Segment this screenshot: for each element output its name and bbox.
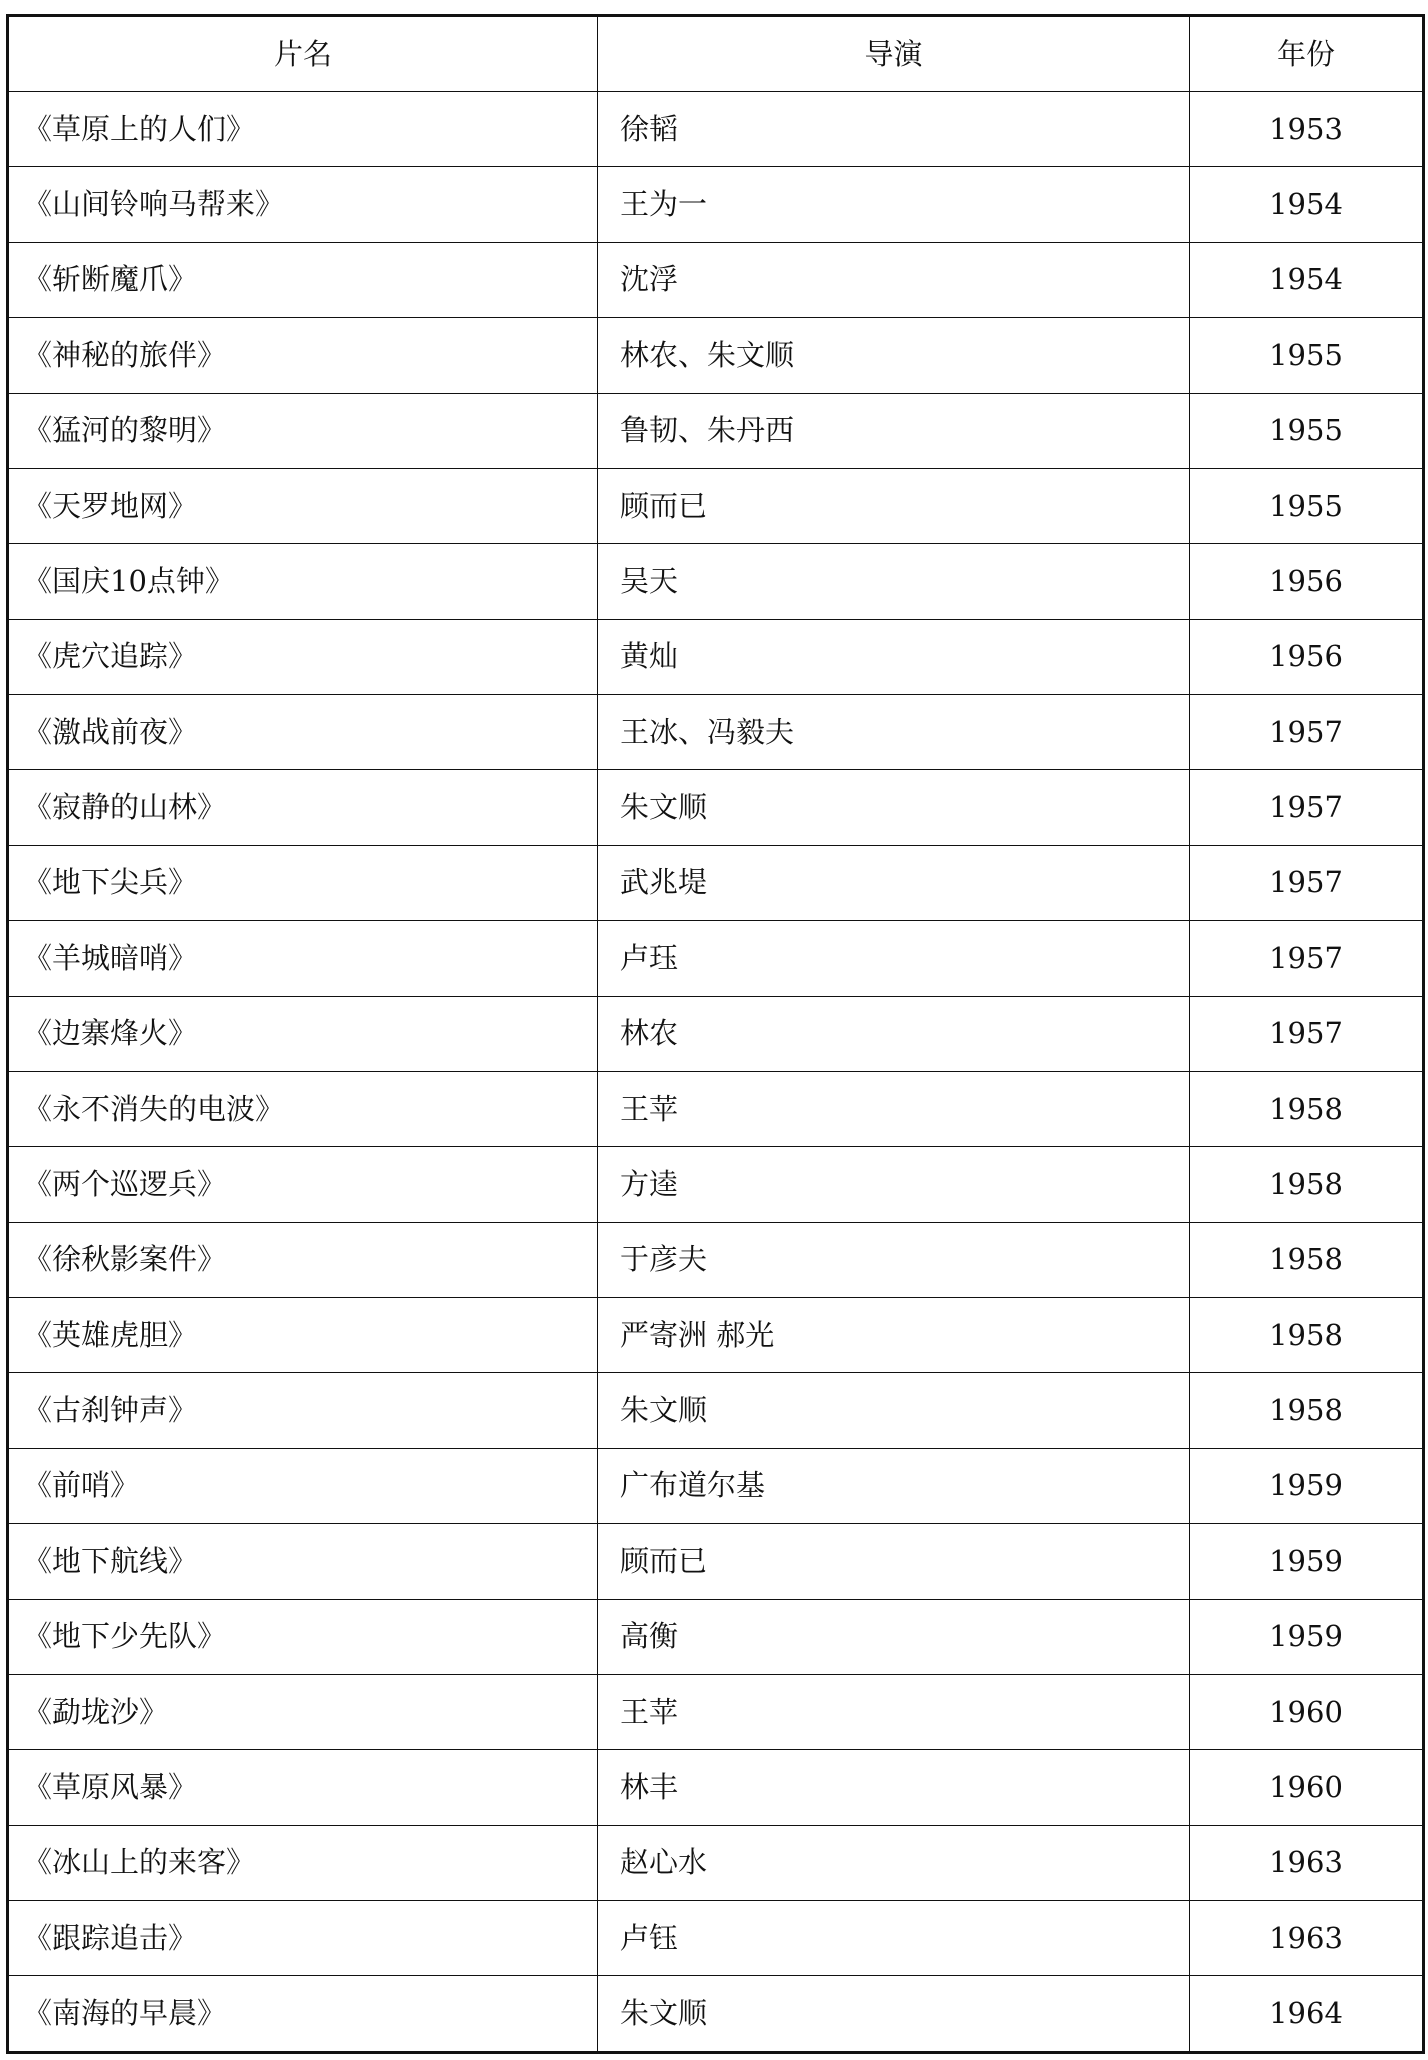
table-row: [8, 770, 1424, 845]
cell-title: 《地下尖兵》: [8, 845, 598, 920]
cell-year: 1956: [1190, 619, 1424, 694]
table-row: [8, 544, 1424, 619]
cell-director: 于彦夫: [598, 1222, 1190, 1297]
cell-year: 1958: [1190, 1071, 1424, 1146]
cell-year: 1958: [1190, 1147, 1424, 1222]
cell-title: 《永不消失的电波》: [8, 1071, 598, 1146]
cell-director: 卢珏: [598, 921, 1190, 996]
cell-title: 《冰山上的来客》: [8, 1825, 598, 1900]
cell-director: 王为一: [598, 167, 1190, 242]
table-row: [8, 695, 1424, 770]
cell-title: 《徐秋影案件》: [8, 1222, 598, 1297]
cell-director: 方逵: [598, 1147, 1190, 1222]
cell-year: 1960: [1190, 1674, 1424, 1749]
cell-director: 严寄洲 郝光: [598, 1298, 1190, 1373]
cell-year: 1957: [1190, 770, 1424, 845]
cell-year: 1953: [1190, 92, 1424, 167]
cell-year: 1960: [1190, 1750, 1424, 1825]
table-row: [8, 393, 1424, 468]
table-row: [8, 1222, 1424, 1297]
cell-title: 《草原风暴》: [8, 1750, 598, 1825]
cell-title: 《寂静的山林》: [8, 770, 598, 845]
table-row: [8, 1599, 1424, 1674]
cell-title: 《边寨烽火》: [8, 996, 598, 1071]
cell-title: 《羊城暗哨》: [8, 921, 598, 996]
table-row: [8, 1825, 1424, 1900]
table-row: [8, 1901, 1424, 1976]
table-row: [8, 845, 1424, 920]
cell-title: 《古刹钟声》: [8, 1373, 598, 1448]
cell-director: 朱文顺: [598, 770, 1190, 845]
cell-title: 《斩断魔爪》: [8, 242, 598, 317]
cell-title: 《猛河的黎明》: [8, 393, 598, 468]
cell-director: 沈浮: [598, 242, 1190, 317]
cell-year: 1955: [1190, 393, 1424, 468]
table-row: [8, 242, 1424, 317]
cell-director: 广布道尔基: [598, 1448, 1190, 1523]
cell-year: 1955: [1190, 468, 1424, 543]
header-year: 年份: [1190, 16, 1424, 92]
cell-year: 1955: [1190, 318, 1424, 393]
cell-year: 1957: [1190, 921, 1424, 996]
table-row: [8, 1674, 1424, 1749]
cell-title: 《勐垅沙》: [8, 1674, 598, 1749]
cell-title: 《地下少先队》: [8, 1599, 598, 1674]
cell-director: 徐韬: [598, 92, 1190, 167]
table-header: [8, 16, 1424, 92]
cell-year: 1964: [1190, 1976, 1424, 2053]
cell-director: 林丰: [598, 1750, 1190, 1825]
table-row: [8, 468, 1424, 543]
table-row: [8, 1750, 1424, 1825]
cell-director: 王苹: [598, 1674, 1190, 1749]
cell-title: 《山间铃响马帮来》: [8, 167, 598, 242]
table-row: [8, 996, 1424, 1071]
cell-director: 朱文顺: [598, 1976, 1190, 2053]
cell-year: 1954: [1190, 167, 1424, 242]
table-row: [8, 1071, 1424, 1146]
cell-year: 1959: [1190, 1524, 1424, 1599]
cell-title: 《跟踪追击》: [8, 1901, 598, 1976]
cell-director: 顾而已: [598, 468, 1190, 543]
cell-director: 林农、朱文顺: [598, 318, 1190, 393]
table-row: [8, 167, 1424, 242]
cell-year: 1958: [1190, 1222, 1424, 1297]
cell-director: 武兆堤: [598, 845, 1190, 920]
header-row: [8, 16, 1424, 92]
cell-director: 王苹: [598, 1071, 1190, 1146]
cell-year: 1958: [1190, 1373, 1424, 1448]
cell-director: 吴天: [598, 544, 1190, 619]
cell-year: 1957: [1190, 695, 1424, 770]
table-row: [8, 1976, 1424, 2053]
cell-title: 《草原上的人们》: [8, 92, 598, 167]
cell-title: 《英雄虎胆》: [8, 1298, 598, 1373]
table-row: [8, 1373, 1424, 1448]
table-row: [8, 1448, 1424, 1523]
table-row: [8, 318, 1424, 393]
cell-title: 《虎穴追踪》: [8, 619, 598, 694]
table-row: [8, 921, 1424, 996]
cell-year: 1958: [1190, 1298, 1424, 1373]
table-row: [8, 92, 1424, 167]
cell-title: 《两个巡逻兵》: [8, 1147, 598, 1222]
table-row: [8, 1147, 1424, 1222]
cell-title: 《前哨》: [8, 1448, 598, 1523]
cell-year: 1959: [1190, 1599, 1424, 1674]
cell-year: 1959: [1190, 1448, 1424, 1523]
table-row: [8, 1298, 1424, 1373]
cell-director: 林农: [598, 996, 1190, 1071]
cell-title: 《国庆10点钟》: [8, 544, 598, 619]
cell-director: 朱文顺: [598, 1373, 1190, 1448]
cell-title: 《天罗地网》: [8, 468, 598, 543]
cell-director: 黄灿: [598, 619, 1190, 694]
cell-director: 赵心水: [598, 1825, 1190, 1900]
table-row: [8, 619, 1424, 694]
cell-director: 顾而已: [598, 1524, 1190, 1599]
table-row: [8, 1524, 1424, 1599]
cell-year: 1956: [1190, 544, 1424, 619]
cell-year: 1957: [1190, 845, 1424, 920]
cell-director: 卢钰: [598, 1901, 1190, 1976]
cell-director: 鲁韧、朱丹西: [598, 393, 1190, 468]
cell-year: 1954: [1190, 242, 1424, 317]
cell-title: 《神秘的旅伴》: [8, 318, 598, 393]
header-title: 片名: [8, 16, 598, 92]
cell-title: 《地下航线》: [8, 1524, 598, 1599]
cell-title: 《激战前夜》: [8, 695, 598, 770]
cell-title: 《南海的早晨》: [8, 1976, 598, 2053]
film-table: [6, 14, 1425, 2054]
cell-year: 1957: [1190, 996, 1424, 1071]
cell-year: 1963: [1190, 1901, 1424, 1976]
cell-director: 高衡: [598, 1599, 1190, 1674]
cell-director: 王冰、冯毅夫: [598, 695, 1190, 770]
cell-year: 1963: [1190, 1825, 1424, 1900]
table-body: [8, 92, 1424, 2053]
header-director: 导演: [598, 16, 1190, 92]
